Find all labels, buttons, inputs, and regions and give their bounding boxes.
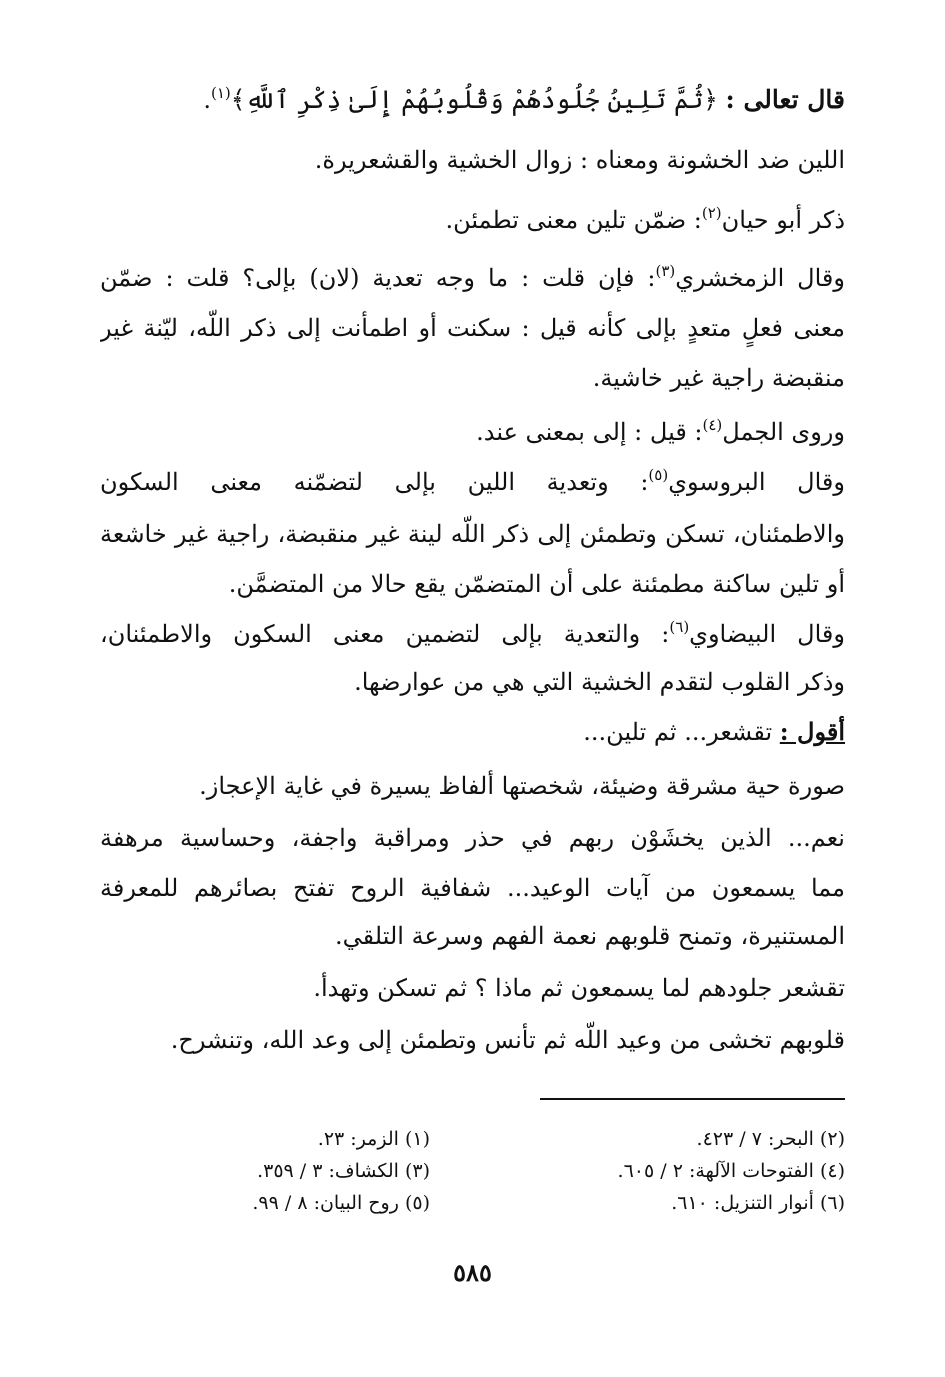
footnote: (٣) الكشاف: ٣ / ٣٥٩. [257, 1160, 430, 1182]
footnote-ref-4: (٤) [702, 416, 723, 434]
footnote: (١) الزمر: ٢٣. [317, 1128, 430, 1150]
text-span: وقال البروسوي [668, 468, 845, 496]
paragraph-line: أو تلين ساكنة مطمئنة على أن المتضمّن يقع حالا من المتضمَّن. [228, 570, 845, 598]
paragraph-line: اللين ضد الخشونة ومعناه : زوال الخشية والقشعريرة. [314, 146, 845, 174]
paragraph-line [100, 712, 845, 752]
paragraph-line: معنى فعلٍ متعدٍ بإلى كأنه قيل : سكنت أو اطمأنت إلى ذكر اللّه، ليّنة غير [100, 314, 845, 342]
footnote: (٥) روح البيان: ٨ / ٩٩. [252, 1192, 430, 1214]
paragraph-line [100, 200, 845, 240]
paragraph-line: تقشعر جلودهم لما يسمعون ثم ماذا ؟ ثم تسكن وتهدأ. [313, 974, 845, 1002]
paragraph-line: وذكر القلوب لتقدم الخشية التي هي من عوارضها. [354, 668, 845, 696]
paragraph-line: منقبضة راجية غير خاشية. [592, 364, 845, 392]
text-span: : وتعدية اللين بإلى لتضمّنه معنى السكون [100, 468, 649, 496]
paragraph-line: والاطمئنان، تسكن وتطمئن إلى ذكر اللّه لينة غير منقبضة، راجية غير خاشعة [100, 520, 845, 548]
page-number: ٥٨٥ [453, 1258, 492, 1287]
footnote-ref-1: (١) [210, 84, 231, 102]
verse-end: . [203, 86, 211, 114]
paragraph-line: صورة حية مشرقة وضيئة، شخصتها ألفاظ يسيرة في غاية الإعجاز. [199, 772, 845, 800]
text-span: تقشعر... ثم تلين... [583, 718, 773, 746]
paragraph-line: قلوبهم تخشى من وعيد اللّه ثم تأنس وتطمئن إلى وعد الله، وتنشرح. [170, 1026, 845, 1054]
verse-line [100, 80, 845, 120]
text-span: : فإن قلت : ما وجه تعدية (لان) بإلى؟ قلت : ضمّن [100, 264, 656, 292]
footnote: (٢) البحر: ٧ / ٤٢٣. [696, 1128, 845, 1150]
footnote-ref-3: (٣) [655, 262, 676, 280]
quran-verse: ﴿ثُمَّ تَلِينُ جُلُودُهُمْ وَقُلُوبُهُمْ إِلَىٰ ذِكْرِ ٱللَّهِ﴾ [230, 85, 718, 114]
paragraph-line: نعم... الذين يخشَوْن ربهم في حذر ومراقبة واجفة، وحساسية مرهفة [100, 824, 845, 852]
paragraph-line [100, 412, 845, 452]
footnote: (٦) أنوار التنزيل: ٦١٠. [671, 1192, 845, 1214]
paragraph-line [100, 614, 845, 654]
verse-intro: قال تعالى : [725, 85, 845, 114]
footnote-divider [540, 1098, 845, 1100]
aqulu-heading: أقول : [779, 717, 845, 746]
text-span: وقال الزمخشري [675, 264, 845, 292]
text-span: : ضمّن تلين معنى تطمئن. [445, 206, 702, 234]
paragraph-line [100, 462, 845, 502]
text-span: وروى الجمل [722, 418, 845, 446]
footnote-ref-2: (٢) [701, 204, 722, 222]
paragraph-line: المستنيرة، وتمنح قلوبهم نعمة الفهم وسرعة التلقي. [335, 922, 845, 950]
footnote-ref-5: (٥) [648, 466, 669, 484]
text-span: ذكر أبو حيان [721, 206, 845, 234]
paragraph-line: مما يسمعون من آيات الوعيد... شفافية الروح تفتح بصائرهم للمعرفة [100, 874, 845, 902]
footnote: (٤) الفتوحات الآلهة: ٢ / ٦٠٥. [617, 1160, 845, 1182]
text-span: : والتعدية بإلى لتضمين معنى السكون والاطمئنان، [100, 620, 670, 648]
text-span: : قيل : إلى بمعنى عند. [476, 418, 703, 446]
footnote-ref-6: (٦) [669, 618, 690, 636]
paragraph-line [100, 258, 845, 298]
text-span: وقال البيضاوي [689, 620, 845, 648]
